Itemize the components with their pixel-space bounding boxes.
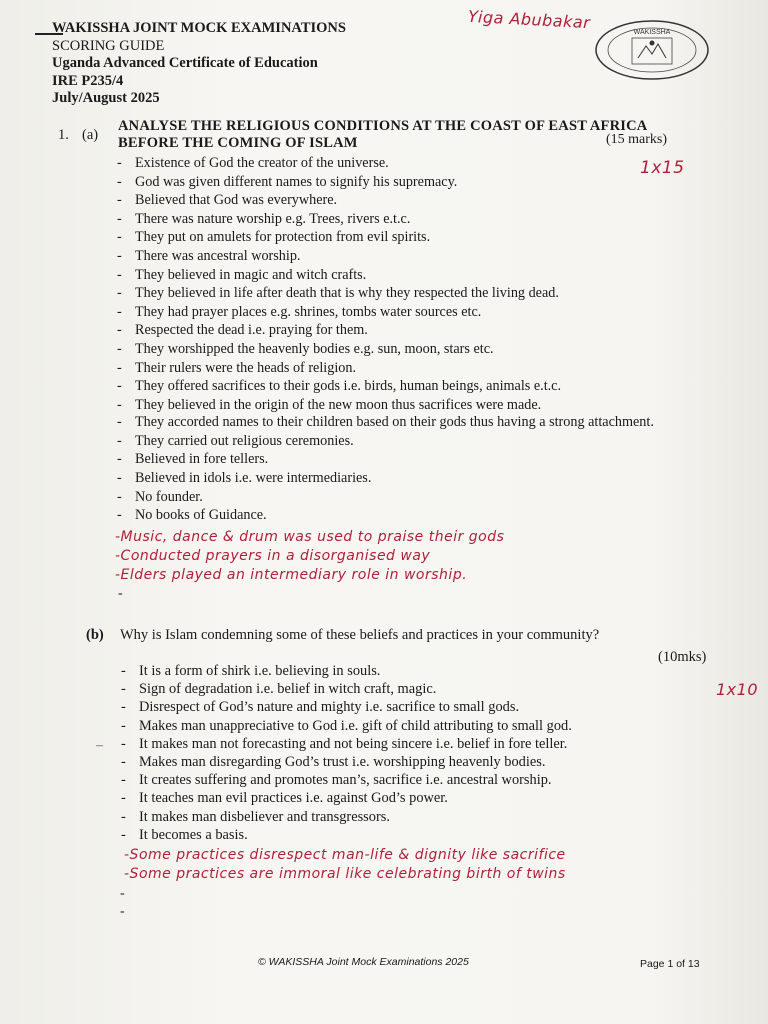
- question-1a-marks: (15 marks): [606, 132, 668, 147]
- logo-text: WAKISSHA: [633, 29, 671, 36]
- blank-bullet: -: [120, 886, 125, 901]
- page-number: Page 1 of 13: [640, 958, 700, 970]
- list-item: - Sign of degradation i.e. belief in witch craft, magic.: [121, 681, 437, 698]
- question-number: 1.: [58, 127, 69, 143]
- list-item: - No books of Guidance.: [117, 507, 267, 524]
- guide-title: SCORING GUIDE: [52, 37, 165, 54]
- blank-bullet: -: [120, 904, 125, 919]
- list-item: - They put on amulets for protection from evil spirits.: [117, 229, 431, 246]
- list-item: - It creates suffering and promotes man’s, sacrifice i.e. ancestral worship.: [121, 772, 552, 789]
- list-item: - They believed in the origin of the new moon thus sacrifices were made.: [117, 396, 542, 413]
- list-item: - Makes man disregarding God’s trust i.e. worshipping heavenly bodies.: [121, 754, 546, 771]
- question-1b-text: Why is Islam condemning some of these beliefs and practices in your community?: [120, 627, 600, 643]
- question-part-a: (a): [82, 127, 99, 143]
- handwritten-points-b: [124, 846, 566, 884]
- handwritten-item: -Some practices disrespect man-life & dignity like sacrifice: [124, 847, 566, 863]
- list-item: - They worshipped the heavenly bodies e.g. sun, moon, stars etc.: [117, 340, 494, 357]
- list-item: - Their rulers were the heads of religion.: [117, 359, 357, 376]
- list-item: - They believed in life after death that is why they respected the living dead.: [117, 285, 559, 302]
- blank-bullet: -: [118, 586, 123, 601]
- list-item: - Existence of God the creator of the universe.: [117, 155, 389, 171]
- paper-code: IRE P235/4: [52, 72, 124, 89]
- list-item: - Disrespect of God’s nature and mighty i.e. sacrifice to small gods.: [121, 699, 520, 716]
- list-item: - It is a form of shirk i.e. believing in souls.: [121, 663, 381, 679]
- question-1a-title: ANALYSE THE RELIGIOUS CONDITIONS AT THE COAST OF EAST AFRICA BEFORE THE COMING OF ISLAM: [118, 118, 647, 151]
- answer-list-a: [117, 154, 717, 525]
- answer-list-b: [121, 662, 721, 844]
- list-item: - Believed that God was everywhere.: [117, 192, 338, 209]
- certificate-title: Uganda Advanced Certificate of Education: [52, 55, 318, 71]
- handwritten-name: Yiga Abubakar: [467, 6, 591, 33]
- list-item: - God was given different names to signify his supremacy.: [117, 173, 458, 190]
- exam-date: July/August 2025: [52, 90, 160, 106]
- list-item: - Believed in fore tellers.: [117, 451, 269, 468]
- list-item: - Respected the dead i.e. praying for them.: [117, 322, 368, 339]
- list-item: - They accorded names to their children based on their gods thus having a strong attachment.: [117, 414, 654, 431]
- list-item: - Believed in idols i.e. were intermediaries.: [117, 470, 372, 486]
- handwritten-item: -Conducted prayers in a disorganised way: [115, 548, 431, 564]
- list-item: - There was nature worship e.g. Trees, rivers e.t.c.: [117, 210, 411, 227]
- list-item: - They had prayer places e.g. shrines, tombs water sources etc.: [117, 303, 482, 320]
- handwritten-item: -Elders played an intermediary role in worship.: [115, 567, 468, 583]
- score-note-b: 1x10: [716, 680, 759, 699]
- exam-title: WAKISSHA JOINT MOCK EXAMINATIONS: [52, 20, 346, 36]
- list-item: - Makes man unappreciative to God i.e. gift of child attributing to small god.: [121, 717, 572, 734]
- list-item: - No founder.: [117, 488, 203, 505]
- list-item: - They offered sacrifices to their gods i.e. birds, human beings, animals e.t.c.: [117, 378, 562, 395]
- handwritten-item: -Music, dance & drum was used to praise their gods: [115, 529, 505, 545]
- list-item: - It makes man disbeliever and transgressors.: [121, 808, 390, 825]
- list-item: - It makes man not forecasting and not being sincere i.e. belief in fore teller.: [121, 735, 568, 752]
- document-header: [52, 20, 412, 108]
- list-item: - There was ancestral worship.: [117, 247, 301, 264]
- list-item: - It teaches man evil practices i.e. against God’s power.: [121, 790, 448, 807]
- question-1b-marks: (10mks): [658, 649, 707, 665]
- margin-mark: –: [96, 738, 103, 753]
- copyright-footer: © WAKISSHA Joint Mock Examinations 2025: [258, 956, 469, 968]
- wakissha-logo-icon: [592, 18, 712, 82]
- question-part-b: (b): [86, 627, 104, 643]
- list-item: - It becomes a basis.: [121, 826, 248, 843]
- list-item: - They believed in magic and witch crafts.: [117, 266, 367, 283]
- handwritten-points-a: [115, 528, 504, 585]
- handwritten-item: -Some practices are immoral like celebrating birth of twins: [124, 866, 566, 882]
- list-item: - They carried out religious ceremonies.: [117, 432, 354, 449]
- score-note-a: 1x15: [640, 158, 685, 178]
